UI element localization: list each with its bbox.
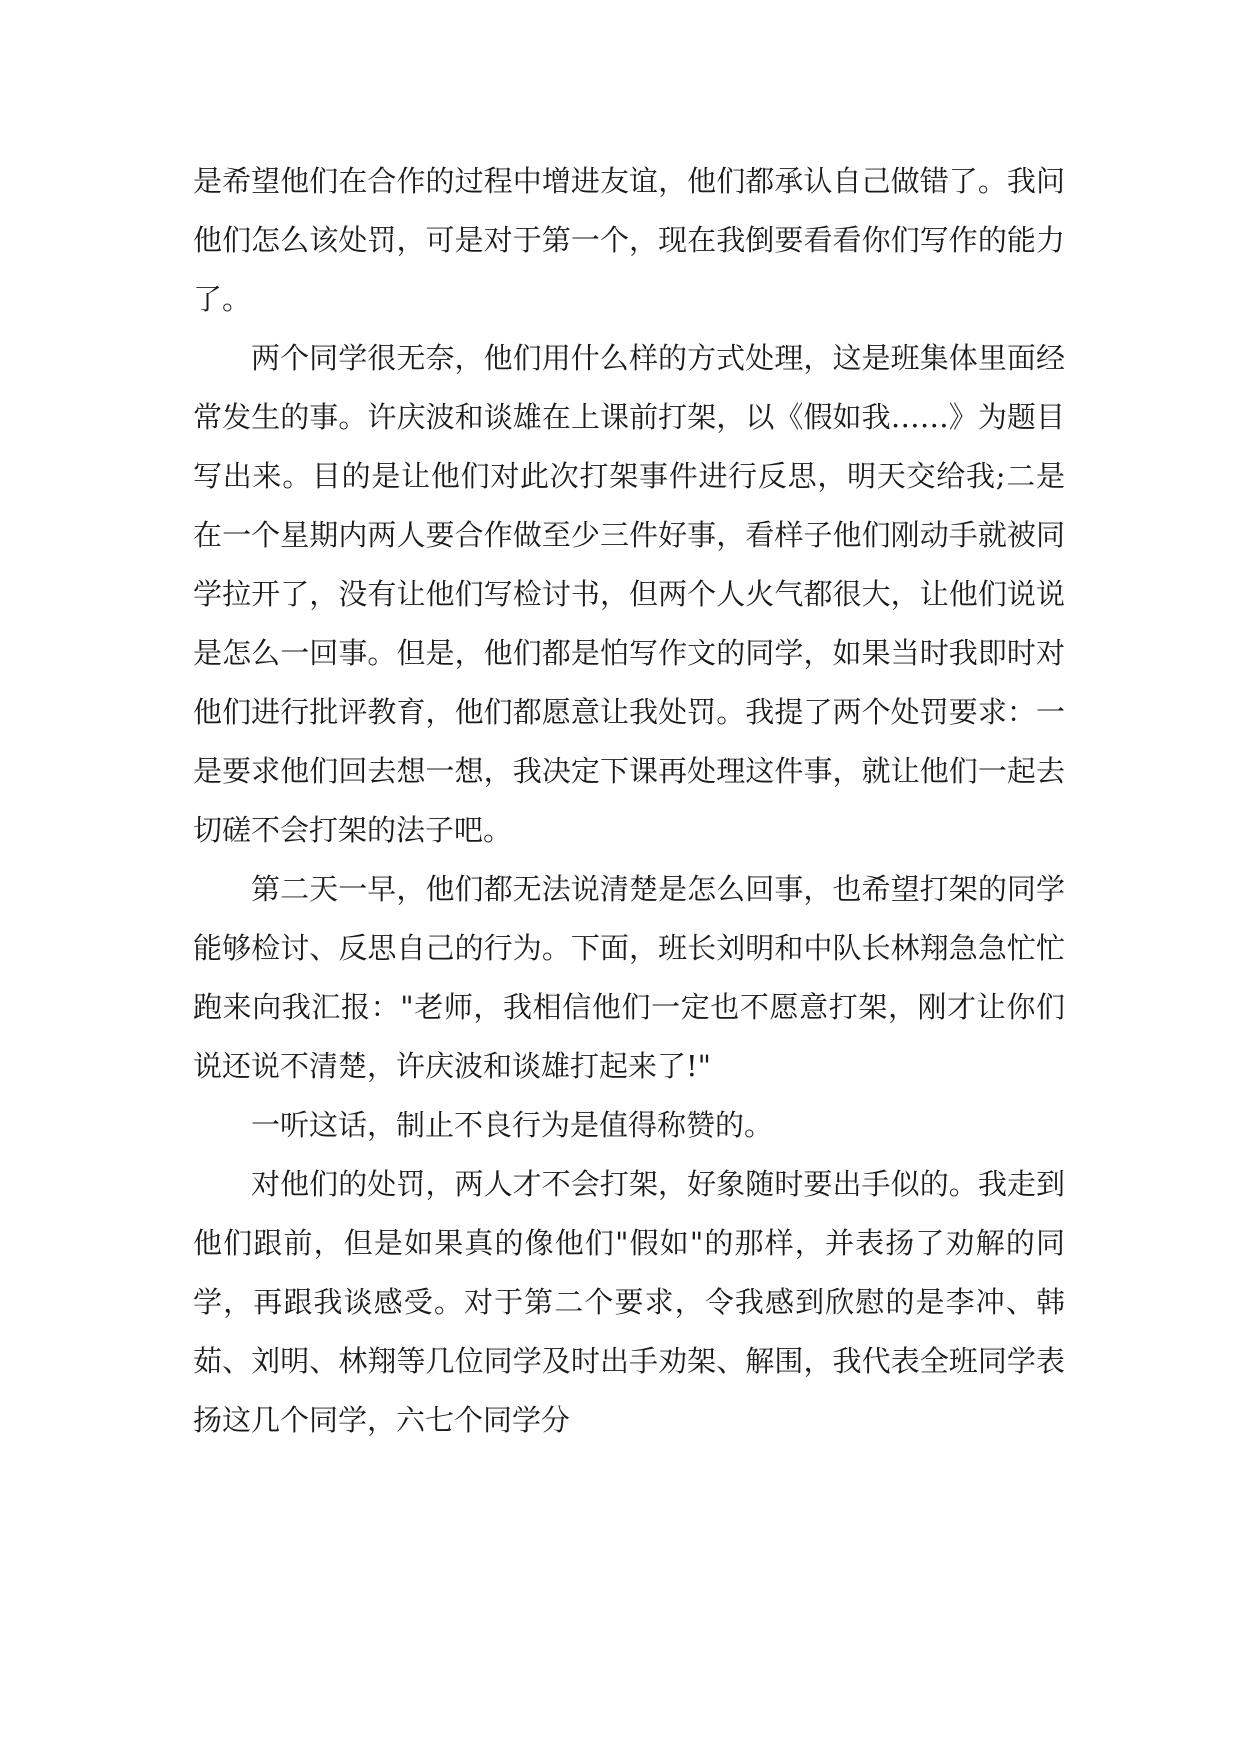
paragraph-3: 第二天一早，他们都无法说清楚是怎么回事，也希望打架的同学能够检讨、反思自己的行为。下面，班长刘明和中队长林翔急急忙忙跑来向我汇报："老师，我相信他们一定也不愿意打架，刚才让你们说还说不清楚，许庆波和谈雄打起来了!" bbox=[193, 872, 1065, 1083]
paragraph-4: 一听这话，制止不良行为是值得称赞的。 bbox=[251, 1108, 774, 1142]
paragraph-2: 两个同学很无奈，他们用什么样的方式处理，这是班集体里面经常发生的事。许庆波和谈雄在上课前打架，以《假如我……》为题目写出来。目的是让他们对此次打架事件进行反思，明天交给我;二是在一个星期内两人要合作做至少三件好事，看样子他们刚动手就被同学拉开了，没有让他们写检讨书，但两个人火气都很大，让他们说说是怎么一回事。但是，他们都是怕写作文的同学，如果当时我即时对他们进行批评教育，他们都愿意让我处罚。我提了两个处罚要求：一是要求他们回去想一想，我决定下课再处理这件事，就让他们一起去切磋不会打架的法子吧。 bbox=[193, 341, 1065, 847]
paragraph-1: 是希望他们在合作的过程中增进友谊，他们都承认自己做错了。我问他们怎么该处罚，可是对于第一个，现在我倒要看看你们写作的能力了。 bbox=[193, 164, 1065, 316]
paragraph-5: 对他们的处罚，两人才不会打架，好象随时要出手似的。我走到他们跟前，但是如果真的像他们"假如"的那样，并表扬了劝解的同学，再跟我谈感受。对于第二个要求，令我感到欣慰的是李冲、韩茹、刘明、林翔等几位同学及时出手劝架、解围，我代表全班同学表扬这几个同学，六七个同学分 bbox=[193, 1167, 1065, 1437]
document-page bbox=[193, 152, 1065, 1450]
